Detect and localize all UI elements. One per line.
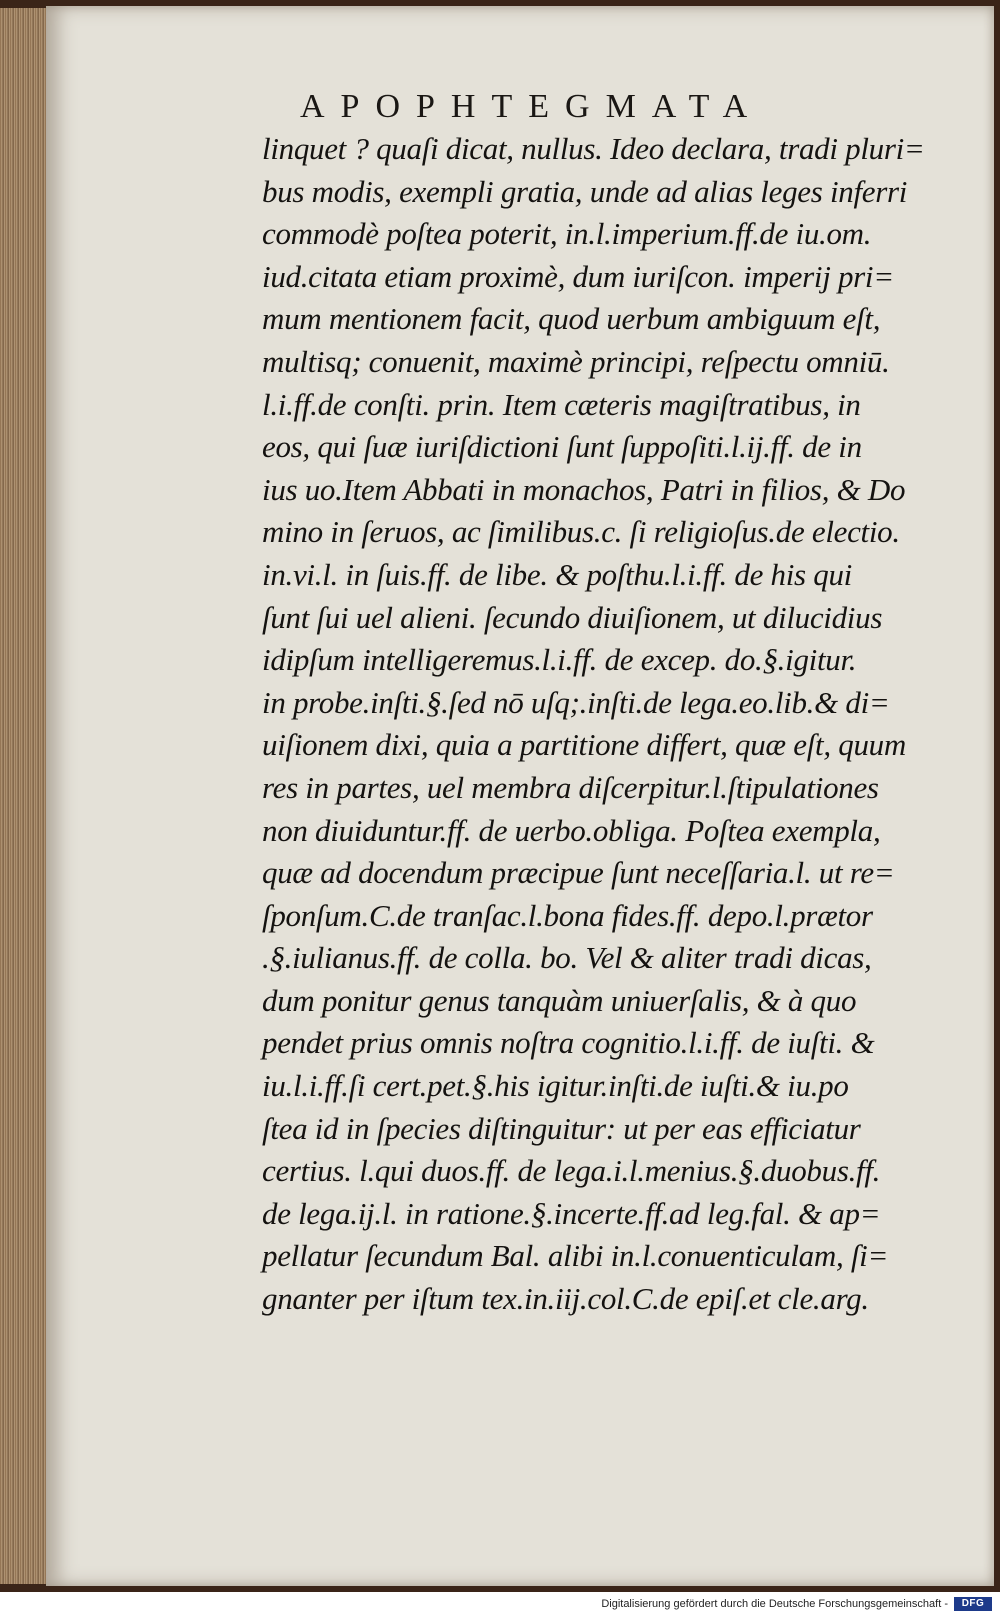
page-text (262, 128, 962, 1321)
text-line: iud.citata etiam proximè, dum iuriſcon. imperij pri= (262, 258, 894, 294)
text-line: certius. l.qui duos.ff. de lega.i.l.menius.§.duobus.ff. (262, 1153, 881, 1189)
text-line: ſunt ſui uel alieni. ſecundo diuiſionem, ut dilucidius (262, 599, 883, 635)
text-line: pendet prius omnis noſtra cognitio.l.i.ff. de iuſti. & (262, 1025, 875, 1061)
text-line: l.i.ff.de conſti. prin. Item cæteris magiſtratibus, in (262, 386, 861, 422)
text-line: multisq; conuenit, maximè principi, reſpectu omniū. (262, 343, 890, 379)
text-line: ius uo.Item Abbati in monachos, Patri in filios, & Do (262, 471, 906, 507)
text-line: uiſionem dixi, quia a partitione differt, quæ eſt, quum (262, 727, 906, 763)
text-line: linquet ? quaſi dicat, nullus. Ideo declara, tradi pluri= (262, 131, 925, 166)
text-line: non diuiduntur.ff. de uerbo.obliga. Poſtea exempla, (262, 812, 881, 848)
text-line: commodè poſtea poterit, in.l.imperium.ff.de iu.om. (262, 216, 872, 252)
text-line: in.vi.l. in ſuis.ff. de libe. & poſthu.l.i.ff. de his qui (262, 556, 852, 592)
dfg-logo: DFG (954, 1597, 992, 1611)
text-line: quæ ad docendum præcipue ſunt neceſſaria.l. ut re= (262, 855, 895, 891)
text-line: res in partes, uel membra diſcerpitur.l.ſtipulationes (262, 769, 879, 805)
text-line: iu.l.i.ff.ſi cert.pet.§.his igitur.inſti.de iuſti.& iu.po (262, 1068, 849, 1104)
text-line: dum ponitur genus tanquàm uniuerſalis, & à quo (262, 982, 857, 1018)
text-line: .§.iulianus.ff. de colla. bo. Vel & aliter tradi dicas, (262, 940, 872, 976)
page-edges (0, 8, 52, 1584)
text-line: in probe.inſti.§.ſed nō uſq;.inſti.de lega.eo.lib.& di= (262, 684, 890, 720)
text-line: gnanter per iſtum tex.in.iij.col.C.de epiſ.et cle.arg. (262, 1281, 869, 1317)
text-line: eos, qui ſuæ iuriſdictioni ſunt ſuppoſiti.l.ij.ff. de in (262, 429, 862, 465)
text-line: idipſum intelligeremus.l.i.ff. de excep. do.§.igitur. (262, 642, 857, 678)
funding-credit: Digitalisierung gefördert durch die Deutsche Forschungsgemeinschaft - (601, 1598, 948, 1610)
text-line: bus modis, exempli gratia, unde ad alias leges inferri (262, 173, 908, 209)
text-line: de lega.ij.l. in ratione.§.incerte.ff.ad leg.fal. & ap= (262, 1195, 881, 1231)
text-line: ſtea id in ſpecies diſtinguitur: ut per eas efficiatur (262, 1110, 861, 1146)
running-head: APOPHTEGMATA (300, 88, 764, 125)
text-line: mino in ſeruos, ac ſimilibus.c. ſi religioſus.de electio. (262, 514, 900, 550)
text-line: pellatur ſecundum Bal. alibi in.l.conuenticulam, ſi= (262, 1238, 889, 1274)
text-line: ſponſum.C.de tranſac.l.bona fides.ff. depo.l.prætor (262, 897, 873, 933)
text-line: mum mentionem facit, quod uerbum ambiguum eſt, (262, 301, 881, 337)
